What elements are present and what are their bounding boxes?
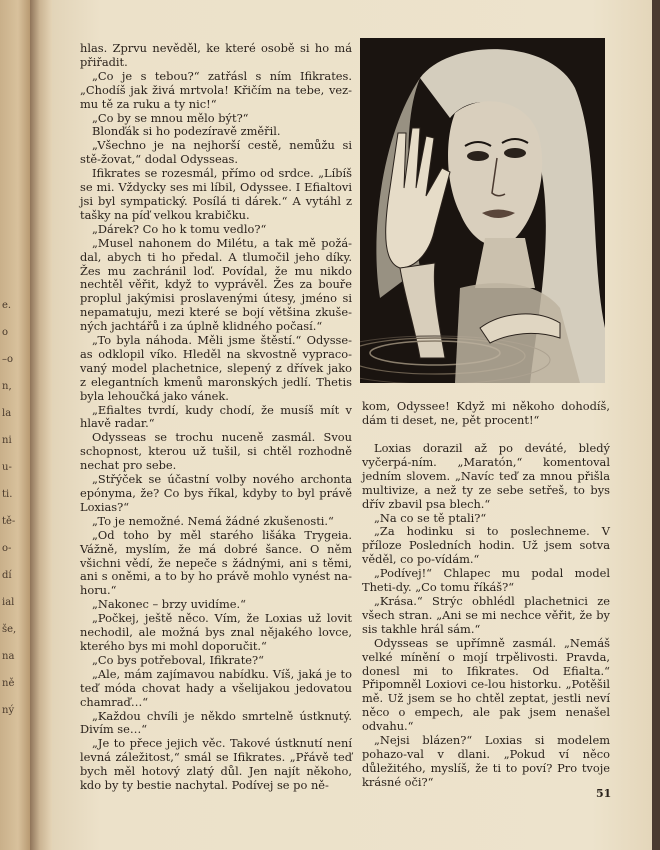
facing-page-fragment: ně <box>2 678 15 689</box>
right-text-continuation <box>362 400 610 428</box>
paragraph: „Co je s tebou?“ zatřásl s ním Ifikrates. „Chodíš jak živá mrtvola! Křičím na tebe, vez-mu tě za ruku a ty nic!“ <box>80 68 352 111</box>
facing-page-fragment: na <box>2 651 15 662</box>
facing-page-fragment: ial <box>2 597 15 608</box>
paragraph: „Efialtes tvrdí, kudy chodí, že musíš mít v hlavě radar.“ <box>80 402 352 431</box>
book-gutter <box>30 0 52 850</box>
facing-page-fragment: n, <box>2 381 12 392</box>
paragraph: „Na co se tě ptali?“ <box>374 510 487 525</box>
left-text-column <box>80 42 352 793</box>
page-edge-shadow <box>652 0 660 850</box>
paragraph: „Za hodinku si to poslechneme. V příloze Posledních hodin. Už jsem sotva věděl, co po-vídám.“ <box>362 524 610 567</box>
paragraph: hlas. Zprvu nevěděl, ke které osobě si ho má přiřadit. <box>80 41 352 69</box>
facing-page-fragment: la <box>2 408 12 419</box>
paragraph: „Co bys potřeboval, Ifikrate?“ <box>92 652 264 667</box>
facing-page-fragment: ni <box>2 435 12 446</box>
paragraph: „Co by se mnou mělo být?“ <box>92 110 249 125</box>
facing-page-fragment: še, <box>2 624 17 635</box>
paragraph: „Nejsi blázen?“ Loxias si modelem pohazo-val v dlani. „Pokud ví něco důležitého, myslíš, že ti to poví? Pro tvoje krásné oči?“ <box>362 733 610 789</box>
paragraph: „Od toho by měl starého lišáka Trygeia. Vážně, myslím, že má dobré šance. O něm všichni vědí, že nepeče s žádnými, ani s těmi, ani s oněmi, a to by ho právě mohlo vynést na-horu.“ <box>80 527 352 598</box>
page-number: 51 <box>596 787 612 800</box>
paragraph: „Krása.“ Strýc obhlédl plachetnici ze všech stran. „Ani se mi nechce věřit, že by sis takhle hrál sám.“ <box>362 593 610 636</box>
paragraph: „Podívej!“ Chlapec mu podal model Theti-dy. „Co tomu říkáš?“ <box>362 566 610 595</box>
paragraph: kom, Odyssee! Když mi někoho dohodíš, dám ti deset, ne, pět procent!“ <box>362 399 610 427</box>
paragraph: Loxias dorazil až po deváté, bledý vyčerpá-ním. „Maratón,“ komentoval jedním slovem. „Navíc teď za mnou přišla multivize, a než ty ze sebe setřeš, to bys dřív zbavil psa blech.“ <box>362 441 610 511</box>
paragraph: Ifikrates se rozesmál, přímo od srdce. „Líbíš se mi. Vždycky ses mi líbil, Odyssee. I Efialtovi jsi byl sympatický. Posílá ti dárek.“ A vytáhl z tašky na píď velkou krabičku. <box>80 166 352 222</box>
paragraph: „Musel nahonem do Milétu, a tak mě požá-dal, abych ti ho předal. A tlumočil jeho díky. Žes mu zachránil loď. Povídal, že mu nikdo nechtěl věřit, když to vyprávěl. Žes za bouře proplul jakýmisi proslavenými útesy, jméno si nepamatuju, mezi které se bojí většina zkuše-ných jachtářů i za úplně klidného počasí.“ <box>80 235 352 334</box>
paragraph: „To byla náhoda. Měli jsme štěstí.“ Odysse-as odklopil víko. Hleděl na skvostně vypraco-vaný model plachetnice, slepený z dřívek jako z elegantních kmenů maronských jedlí. Thetis byla lehoučká jako vánek. <box>80 333 352 403</box>
paragraph: Blonďák si ho podezíravě změřil. <box>92 124 281 139</box>
facing-page-fragment: –o <box>2 354 14 365</box>
paragraph: „Je to přece jejich věc. Takové ústknutí není levná záležitost,“ smál se Ifikrates. „Přávě teď bych měl hotový zlatý důl. Jen najít někoho, kdo by ty bestie nachytal. Podívej se po ně- <box>80 736 352 793</box>
facing-page-fragment: e. <box>2 300 12 311</box>
facing-page-fragment: dí <box>2 570 12 581</box>
paragraph: „Nakonec – brzy uvidíme.“ <box>92 597 246 612</box>
paragraph: „Střýček se účastní volby nového archonta epónyma, že? Co bys říkal, kdyby to byl právě Loxias?“ <box>80 472 352 514</box>
paragraph: Odysseas se trochu nuceně zasmál. Svou schopnost, kterou už tušil, si chtěl rozhodně nechat pro sebe. <box>80 430 352 473</box>
facing-page-fragment: u- <box>2 462 12 473</box>
paragraph: „Všechno je na nejhorší cestě, nemůžu si stě-žovat,“ dodal Odysseas. <box>80 138 352 167</box>
facing-page-fragment: ti. <box>2 489 13 500</box>
facing-page-edge <box>0 0 30 850</box>
facing-page-fragment: o <box>2 327 9 338</box>
paragraph: Odysseas se upřímně zasmál. „Nemáš velké mínění o mojí trpělivosti. Pravda, donesl mi to Ifikrates. Od Efialta.“ Připomněl Loxiovi ce-lou historku. „Potěšil mě. Už jsem se ho chtěl zeptat, jestli neví něco o empech, ale pak jsem nenašel odvahu.“ <box>362 635 610 734</box>
paragraph: „Každou chvíli je někdo smrtelně ústknutý. Divím se…“ <box>80 708 352 737</box>
paragraph: „Ale, mám zajímavou nabídku. Víš, jaká je to teď móda chovat hady a všelijakou jedovatou chamraď…“ <box>80 666 352 709</box>
paragraph: „Počkej, ještě něco. Vím, že Loxias už lovit nechodil, ale možná bys znal nějakého lovce, kterého bys mi mohl doporučit.“ <box>80 611 352 653</box>
paragraph: „To je nemožné. Nemá žádné zkušenosti.“ <box>92 513 334 528</box>
illustration-woman-with-hand <box>360 38 605 383</box>
facing-page-fragment: o- <box>2 543 12 554</box>
facing-page-fragment: ný <box>2 705 15 716</box>
facing-page-fragment: tě- <box>2 516 16 527</box>
paragraph: „Dárek? Co ho k tomu vedlo?“ <box>92 221 267 236</box>
right-text-column <box>362 442 610 790</box>
